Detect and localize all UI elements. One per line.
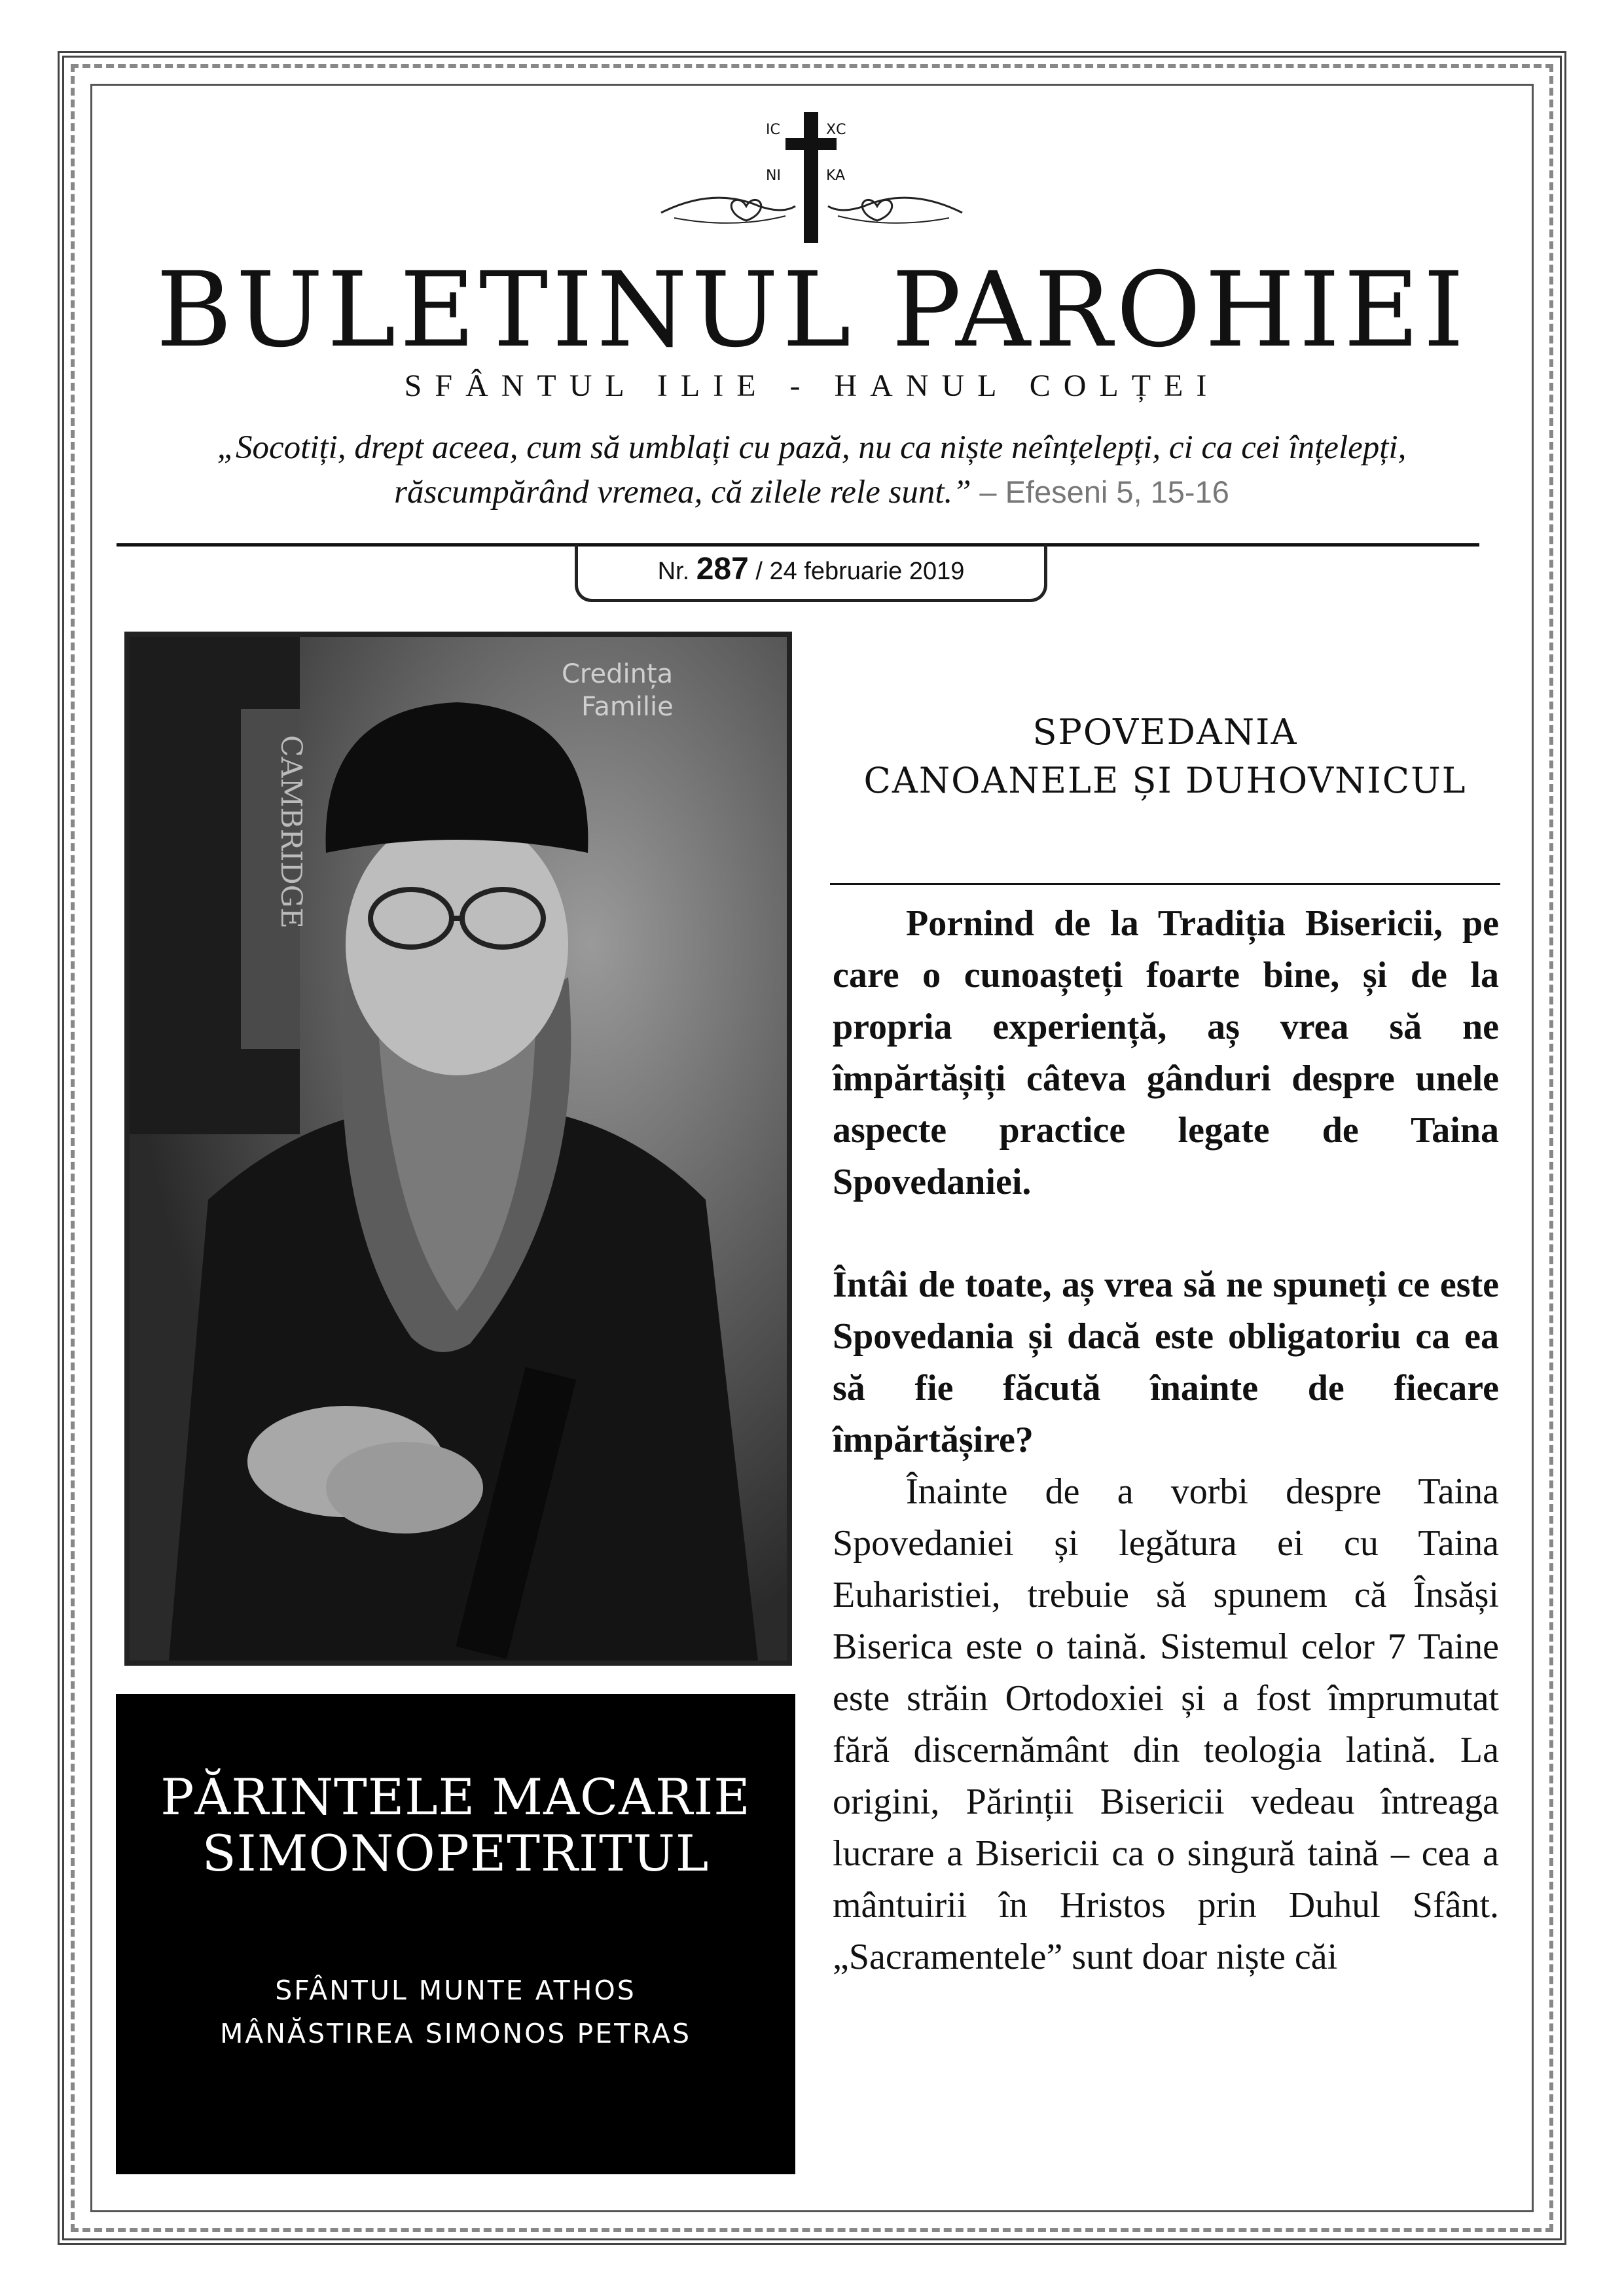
article-body (833, 898, 1499, 1983)
svg-text:NI: NI (766, 168, 781, 184)
issue-tab (575, 545, 1047, 602)
issue-number: 287 (696, 552, 749, 586)
motto-quote (144, 425, 1479, 514)
profile-name-line2: SIMONOPETRITUL (202, 1824, 710, 1882)
svg-text:IC: IC (766, 122, 780, 138)
profile-place-line2: MÂNĂSTIREA SIMONOS PETRAS (219, 2018, 692, 2049)
svg-text:CAMBRIDGE: CAMBRIDGE (274, 735, 308, 929)
article-question-1: Pornind de la Tradiția Bisericii, pe care o cunoașteți foarte bine, și de la propria experiență, aș vrea să ne împărtășiți câteva gânduri despre unele aspecte practice legate de Taina Spovedaniei. (833, 903, 1499, 1202)
bulletin-title: BULETINUL PAROHIEI (156, 250, 1468, 370)
profile-box (116, 1694, 795, 2174)
profile-place (116, 1969, 795, 2055)
article-title-line1: SPOVEDANIA (1032, 711, 1298, 753)
svg-text:Familie: Familie (581, 692, 674, 722)
article-title-line2: CANOANELE ȘI DUHOVNICUL (863, 760, 1467, 801)
motto-reference: – Efeseni 5, 15-16 (979, 475, 1229, 509)
issue-prefix: Nr. (657, 558, 690, 585)
cross-emblem-icon (655, 108, 969, 245)
article-title-rule (830, 883, 1500, 885)
portrait-photo (124, 632, 792, 1666)
profile-name (116, 1769, 795, 1882)
motto-text: „Socotiți, drept aceea, cum să umblați cu pază, nu ca niște neînțelepți, ci ca cei înțelepți, răscumpărând vremea, că zilele rele sunt.” (217, 429, 1407, 511)
svg-text:ΧC: ΧC (826, 122, 846, 138)
article-answer: Înainte de a vorbi despre Taina Spovedaniei și legătura ei cu Taina Euharistiei, trebuie să spunem că Însăși Biserica este o taină. Sistemul celor 7 Taine este străin Ortodoxiei și a fost împrumutat fără discernământ din teologia latină. La origini, Părinții Bisericii vedeau întreaga lucrare a Bisericii ca o singură taină – cea a mântuirii în Hristos prin Duhul Sfânt. „Sacramentele” sunt doar niște căi (833, 1471, 1499, 1977)
svg-text:KA: KA (826, 168, 846, 184)
article-title (818, 708, 1512, 805)
svg-text:Credința: Credința (562, 659, 674, 689)
portrait-illustration (130, 637, 787, 1660)
issue-date: / 24 februarie 2019 (755, 558, 965, 585)
profile-name-line1: PĂRINTELE MACARIE (160, 1768, 751, 1826)
parish-subtitle: SFÂNTUL ILIE - HANUL COLȚEI (404, 368, 1220, 403)
article-question-2: Întâi de toate, aș vrea să ne spuneți ce este Spovedania și dacă este obligatoriu ca ea să fie făcută înainte de fiecare împărtășire? (833, 1265, 1499, 1460)
profile-place-line1: SFÂNTUL MUNTE ATHOS (275, 1975, 636, 2006)
